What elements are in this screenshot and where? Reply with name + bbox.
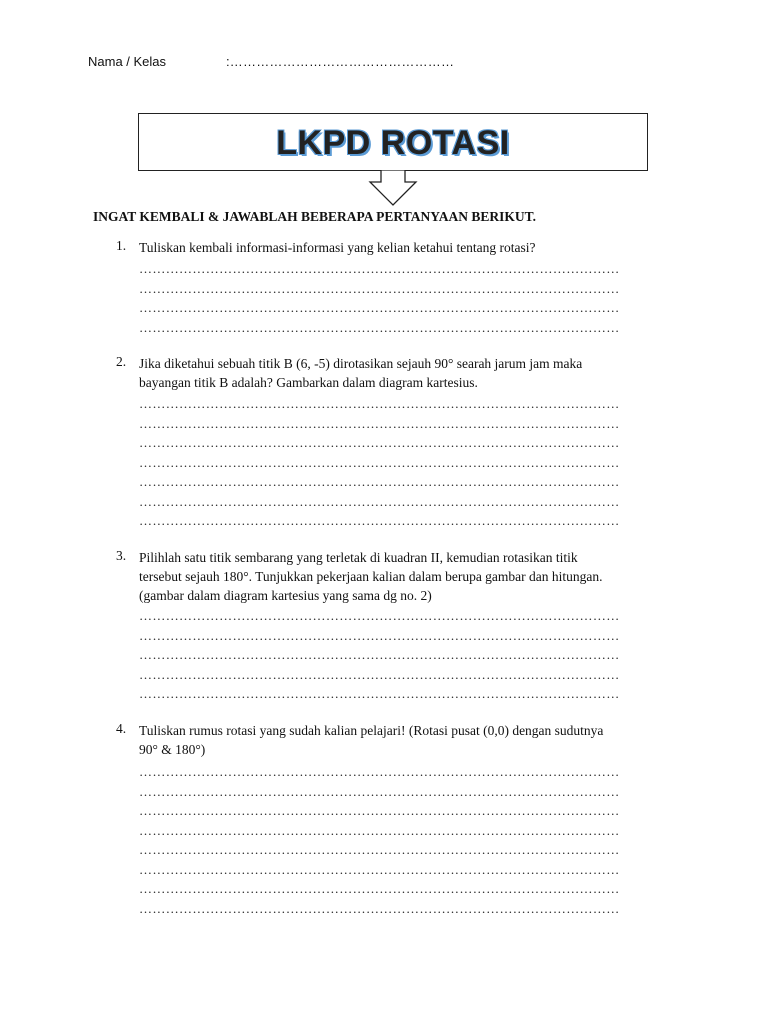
answer-dotted-line[interactable]: ……………………………………………………………………………………………… (139, 415, 620, 431)
title-box (138, 113, 648, 171)
answer-dotted-line[interactable]: ……………………………………………………………………………………………… (139, 764, 620, 779)
down-arrow-icon (368, 170, 418, 206)
answer-dotted-line[interactable]: ……………………………………………………………………………………………… (139, 493, 620, 509)
question-text-line: (gambar dalam diagram kartesius yang sama dg no. 2) (139, 588, 432, 603)
question-text-line: 90° & 180°) (139, 742, 206, 757)
page-title: LKPD ROTASI (276, 124, 510, 162)
question-number: 2. (116, 354, 127, 369)
question-text (139, 548, 669, 605)
question-text-line: Jika diketahui sebuah titik B (6, -5) dirotasikan sejauh 90° searah jarum jam maka (139, 356, 583, 371)
answer-dotted-line[interactable]: ……………………………………………………………………………………………… (139, 783, 620, 799)
answer-dotted-line[interactable]: ……………………………………………………………………………………………… (139, 513, 620, 528)
answer-dotted-line[interactable]: ……………………………………………………………………………………………… (139, 319, 620, 335)
question-text (139, 721, 669, 759)
answer-dotted-line[interactable]: ……………………………………………………………………………………………… (139, 686, 620, 701)
answer-dotted-line[interactable]: ……………………………………………………………………………………………… (139, 474, 620, 489)
answer-dotted-line[interactable]: ……………………………………………………………………………………………… (139, 822, 620, 838)
question-number: 3. (116, 548, 127, 563)
answer-area-3[interactable] (139, 606, 659, 704)
answer-dotted-line[interactable]: ……………………………………………………………………………………………… (139, 454, 620, 470)
answer-dotted-line[interactable]: ……………………………………………………………………………………………… (139, 608, 620, 623)
instruction-heading: INGAT KEMBALI & JAWABLAH BEBERAPA PERTANYAAN BERIKUT. (93, 209, 536, 224)
question-number: 1. (116, 238, 127, 253)
answer-area-2[interactable] (139, 394, 659, 531)
question-text (139, 238, 669, 257)
name-class-blank: :…………………………………………… (226, 54, 455, 69)
name-class-label: Nama / Kelas (88, 54, 167, 69)
answer-dotted-line[interactable]: ……………………………………………………………………………………………… (139, 435, 620, 450)
answer-area-1[interactable] (139, 259, 659, 337)
answer-dotted-line[interactable]: ……………………………………………………………………………………………… (139, 261, 620, 276)
answer-dotted-line[interactable]: ……………………………………………………………………………………………… (139, 627, 620, 643)
question-text-line: tersebut sejauh 180°. Tunjukkan pekerjaan kalian dalam berupa gambar dan hitungan. (139, 569, 603, 584)
answer-dotted-line[interactable]: ……………………………………………………………………………………………… (139, 842, 620, 857)
answer-dotted-line[interactable]: ……………………………………………………………………………………………… (139, 647, 620, 662)
question-text-line: Tuliskan rumus rotasi yang sudah kalian pelajari! (Rotasi pusat (0,0) dengan sudutnya (139, 723, 604, 738)
answer-dotted-line[interactable]: ……………………………………………………………………………………………… (139, 861, 620, 877)
answer-area-4[interactable] (139, 762, 659, 918)
answer-dotted-line[interactable]: ……………………………………………………………………………………………… (139, 803, 620, 818)
answer-dotted-line[interactable]: ……………………………………………………………………………………………… (139, 300, 620, 315)
question-text-line: Pilihlah satu titik sembarang yang terletak di kuadran II, kemudian rotasikan titik (139, 550, 578, 565)
question-text-line: bayangan titik B adalah? Gambarkan dalam diagram kartesius. (139, 375, 478, 390)
answer-dotted-line[interactable]: ……………………………………………………………………………………………… (139, 280, 620, 296)
question-text (139, 354, 669, 392)
question-number: 4. (116, 721, 127, 736)
question-text-line: Tuliskan kembali informasi-informasi yang kelian ketahui tentang rotasi? (139, 240, 536, 255)
answer-dotted-line[interactable]: ……………………………………………………………………………………………… (139, 900, 620, 916)
answer-dotted-line[interactable]: ……………………………………………………………………………………………… (139, 666, 620, 682)
answer-dotted-line[interactable]: ……………………………………………………………………………………………… (139, 396, 620, 411)
answer-dotted-line[interactable]: ……………………………………………………………………………………………… (139, 881, 620, 896)
